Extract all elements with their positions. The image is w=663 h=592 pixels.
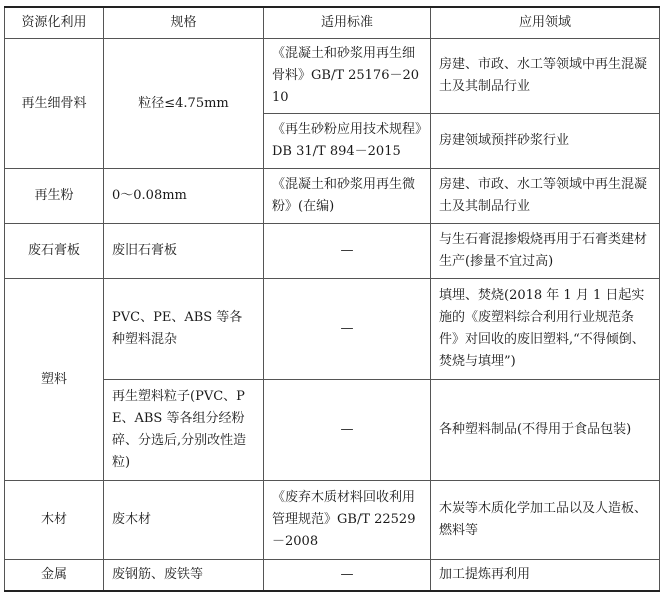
table-row [5,224,660,279]
spec-cell: PVC、PE、ABS 等各种塑料混杂 [104,279,264,380]
standard-cell: 《再生砂粉应用技术规程》DB 31/T 894－2015 [264,114,431,169]
application-cell: 房建、市政、水工等领域中再生混凝土及其制品行业 [431,39,660,114]
standard-cell: — [264,279,431,380]
table-header-row [5,7,660,39]
category-cell: 塑料 [5,279,104,481]
spec-cell: 废钢筋、废铁等 [104,560,264,592]
category-cell: 再生粉 [5,169,104,224]
application-cell: 房建、市政、水工等领域中再生混凝土及其制品行业 [431,169,660,224]
resource-utilization-table [4,6,660,592]
table-row [5,481,660,560]
table-row [5,169,660,224]
table-row [5,560,660,592]
category-cell: 废石膏板 [5,224,104,279]
application-cell: 与生石膏混掺煅烧再用于石膏类建材生产(掺量不宜过高) [431,224,660,279]
spec-cell: 废旧石膏板 [104,224,264,279]
application-cell: 木炭等木质化学加工品以及人造板、燃料等 [431,481,660,560]
spec-cell: 粒径≤4.75mm [104,39,264,169]
application-cell: 各种塑料制品(不得用于食品包装) [431,380,660,481]
spec-cell: 再生塑料粒子(PVC、PE、ABS 等各组分经粉碎、分选后,分别改性造粒) [104,380,264,481]
table-row [5,39,660,114]
category-cell: 再生细骨料 [5,39,104,169]
application-cell: 填埋、焚烧(2018 年 1 月 1 日起实施的《废塑料综合利用行业规范条件》对回收的废旧塑料,“不得倾倒、焚烧与填埋”) [431,279,660,380]
header-cell-spec: 规格 [104,7,264,39]
standard-cell: 《混凝土和砂浆用再生微粉》(在编) [264,169,431,224]
application-cell: 房建领域预拌砂浆行业 [431,114,660,169]
header-cell-utilization: 资源化利用 [5,7,104,39]
table-row [5,279,660,380]
standard-cell: — [264,560,431,592]
application-cell: 加工提炼再利用 [431,560,660,592]
category-cell: 木材 [5,481,104,560]
standard-cell: — [264,224,431,279]
standard-cell: — [264,380,431,481]
spec-cell: 0～0.08mm [104,169,264,224]
table-row [5,380,660,481]
standard-cell: 《混凝土和砂浆用再生细骨料》GB/T 25176－2010 [264,39,431,114]
category-cell: 金属 [5,560,104,592]
standard-cell: 《废弃木质材料回收利用管理规范》GB/T 22529－2008 [264,481,431,560]
header-cell-application: 应用领域 [431,7,660,39]
header-cell-standard: 适用标准 [264,7,431,39]
spec-cell: 废木材 [104,481,264,560]
